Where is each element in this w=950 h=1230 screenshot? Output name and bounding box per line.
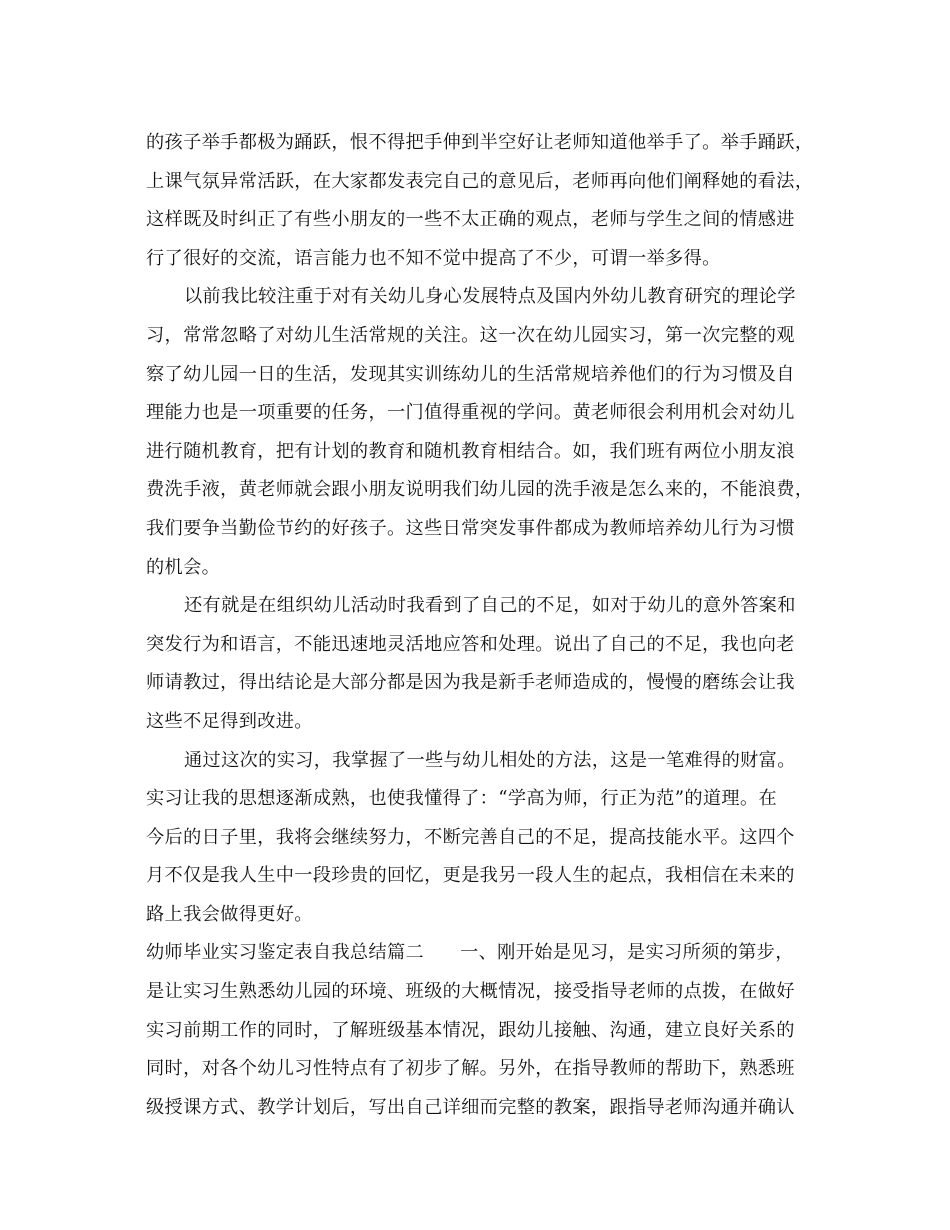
text-line: 的机会。 (146, 556, 221, 578)
section-title: 幼师毕业实习鉴定表自我总结篇二 (146, 942, 425, 964)
text-line: 通过这次的实习，我掌握了一些与幼儿相处的方法，这是一笔难得的财富。 (184, 749, 796, 771)
text-line: 是让实习生熟悉幼儿园的环境、班级的大概情况，接受指导老师的点拨，在做好 (146, 981, 795, 1003)
section-heading-line (146, 934, 806, 973)
section-first-line: 一、刚开始是见习，是实习所须的第步， (460, 942, 794, 964)
paragraph-1 (146, 124, 814, 278)
text-line: 月不仅是我人生中一段珍贵的回忆，更是我另一段人生的起点，我相信在未来的 (146, 865, 795, 887)
text-line: 上课气氛异常活跃，在大家都发表完自己的意见后，老师再向他们阐释她的看法， (146, 170, 814, 192)
body-text (146, 124, 814, 1127)
paragraph-2 (146, 278, 814, 587)
text-line: 习，常常忽略了对幼儿生活常规的关注。这一次在幼儿园实习，第一次完整的观 (146, 324, 795, 346)
text-line: 行了很好的交流，语言能力也不知不觉中提高了不少，可谓一举多得。 (146, 247, 721, 269)
text-line: 师请教过，得出结论是大部分都是因为我是新手老师造成的，慢慢的磨练会让我 (146, 672, 795, 694)
paragraph-3 (146, 587, 806, 741)
text-line: 这样既及时纠正了有些小朋友的一些不太正确的观点，老师与学生之间的情感进 (146, 209, 795, 231)
text-line: 费洗手液，黄老师就会跟小朋友说明我们幼儿园的洗手液是怎么来的，不能浪费， (146, 479, 814, 501)
text-line: 级授课方式、教学计划后，写出自己详细而完整的教案，跟指导老师沟通并确认 (146, 1096, 795, 1118)
text-line: 察了幼儿园一日的生活，发现其实训练幼儿的生活常规培养他们的行为习惯及自 (146, 363, 795, 385)
text-line: 我们要争当勤俭节约的好孩子。这些日常突发事件都成为教师培养幼儿行为习惯 (146, 517, 795, 539)
paragraph-4 (146, 742, 806, 935)
text-line: 同时，对各个幼儿习性特点有了初步了解。另外，在指导教师的帮助下，熟悉班 (146, 1058, 795, 1080)
text-line: 实习前期工作的同时，了解班级基本情况，跟幼儿接触、沟通，建立良好关系的 (146, 1019, 795, 1041)
text-line: 以前我比较注重于对有关幼儿身心发展特点及国内外幼儿教育研究的理论学 (184, 286, 796, 308)
text-line: 理能力也是一项重要的任务，一门值得重视的学问。黄老师很会利用机会对幼儿 (146, 402, 795, 424)
text-line: 这些不足得到改进。 (146, 710, 313, 732)
text-line: 突发行为和语言，不能迅速地灵活地应答和处理。说出了自己的不足，我也向老 (146, 633, 795, 655)
text-line: 还有就是在组织幼儿活动时我看到了自己的不足，如对于幼儿的意外答案和 (184, 595, 796, 617)
text-line: 路上我会做得更好。 (146, 903, 313, 925)
section-two (146, 934, 806, 1127)
text-line: 今后的日子里，我将会继续努力，不断完善自己的不足，提高技能水平。这四个 (146, 826, 795, 848)
text-line: 进行随机教育，把有计划的教育和随机教育相结合。如，我们班有两位小朋友浪 (146, 440, 795, 462)
text-line: 实习让我的思想逐渐成熟，也使我懂得了：“学高为师，行正为范”的道理。在 (146, 788, 778, 810)
text-line: 的孩子举手都极为踊跃，恨不得把手伸到半空好让老师知道他举手了。举手踊跃， (146, 132, 814, 153)
